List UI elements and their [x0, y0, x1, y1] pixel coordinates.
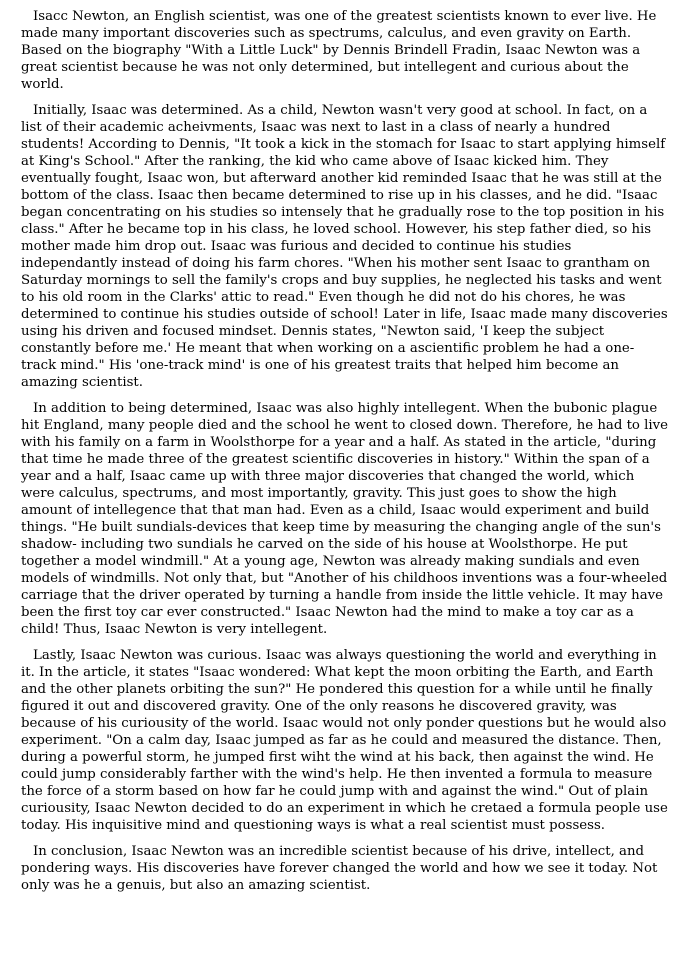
intelligence-paragraph: In addition to being determined, Isaac was also highly intellegent. When the bubonic plague hit England, many people died and the school he went to closed down. Therefore, he had to live with his family on a farm in Woolsthorpe for a year and a half. As stated in the article, "during that time he made three of the greatest scientific discoveries in history." Within the span of a year and a half, Isaac came up with three major discoveries that changed the world, which were calculus, spectrums, and most importantly, gravity. This just goes to show the high amount of intellegence that that man had. Even as a child, Isaac would experiment and build things. "He built sundials-devices that keep time by measuring the changing angle of the sun's shadow- including two sundials he carved on the side of his house at Woolsthorpe. He put together a model windmill." At a young age, Newton was already making sundials and even models of windmills. Not only that, but "Another of his childhoos inventions was a four-wheeled carriage that the driver operated by turning a handle from inside the little vehicle. It may have been the first toy car ever constructed." Isaac Newton had the mind to make a toy car as a child! Thus, Isaac Newton is very intellegent.	[21, 401, 669, 637]
intro-paragraph: Isacc Newton, an English scientist, was one of the greatest scientists known to ever live. He made many important discoveries such as spectrums, calculus, and even gravity on Earth. Based on the biography "With a Little Luck" by Dennis Brindell Fradin, Isaac Newton was a great scientist because he was not only determined, but intellegent and curious about the world.	[21, 9, 657, 92]
determination-paragraph: Initially, Isaac was determined. As a child, Newton wasn't very good at school. In fact, on a list of their academic acheivments, Isaac was next to last in a class of nearly a hundred students! According to Dennis, "It took a kick in the stomach for Isaac to start applying himself at King's School." After the ranking, the kid who came above of Isaac kicked him. They eventually fought, Isaac won, but afterward another kid reminded Isaac that he was still at the bottom of the class. Isaac then became determined to rise up in his classes, and he did. "Isaac began concentrating on his studies so intensely that he gradually rose to the top position in his class." After he became top in his class, he loved school. However, his step father died, so his mother made him drop out. Isaac was furious and decided to continue his studies independantly instead of doing his farm chores. "When his mother sent Isaac to grantham on Saturday mornings to sell the family's crops and buy supplies, he neglected his tasks and went to his old room in the Clarks' attic to read." Even though he did not do his chores, he was determined to continue his studies outside of school! Later in life, Isaac made many discoveries using his driven and focused mindset. Dennis states, "Newton said, 'I keep the subject constantly before me.' He meant that when working on a ascientific problem he had a one-track mind." His 'one-track mind' is one of his greatest traits that helped him become an amazing scientist.	[21, 103, 668, 390]
conclusion-paragraph: In conclusion, Isaac Newton was an incredible scientist because of his drive, intellect, and pondering ways. His discoveries have forever changed the world and how we see it today. Not only was he a genuis, but also an amazing scientist.	[21, 844, 658, 893]
curiosity-paragraph: Lastly, Isaac Newton was curious. Isaac was always questioning the world and everything in it. In the article, it states "Isaac wondered: What kept the moon orbiting the Earth, and Earth and the other planets orbiting the sun?" He pondered this question for a while until he finally figured it out and discovered gravity. One of the only reasons he discovered gravity, was because of his curiousity of the world. Isaac would not only ponder questions but he would also experiment. "On a calm day, Isaac jumped as far as he could and measured the distance. Then, during a powerful storm, he jumped first wiht the wind at his back, then against the wind. He could jump considerably farther with the wind's help. He then invented a formula to measure the force of a storm based on how far he could jump with and against the wind." Out of plain curiousity, Isaac Newton decided to do an experiment in which he cretaed a formula people use today. His inquisitive mind and questioning ways is what a real scientist must possess.	[21, 648, 668, 833]
